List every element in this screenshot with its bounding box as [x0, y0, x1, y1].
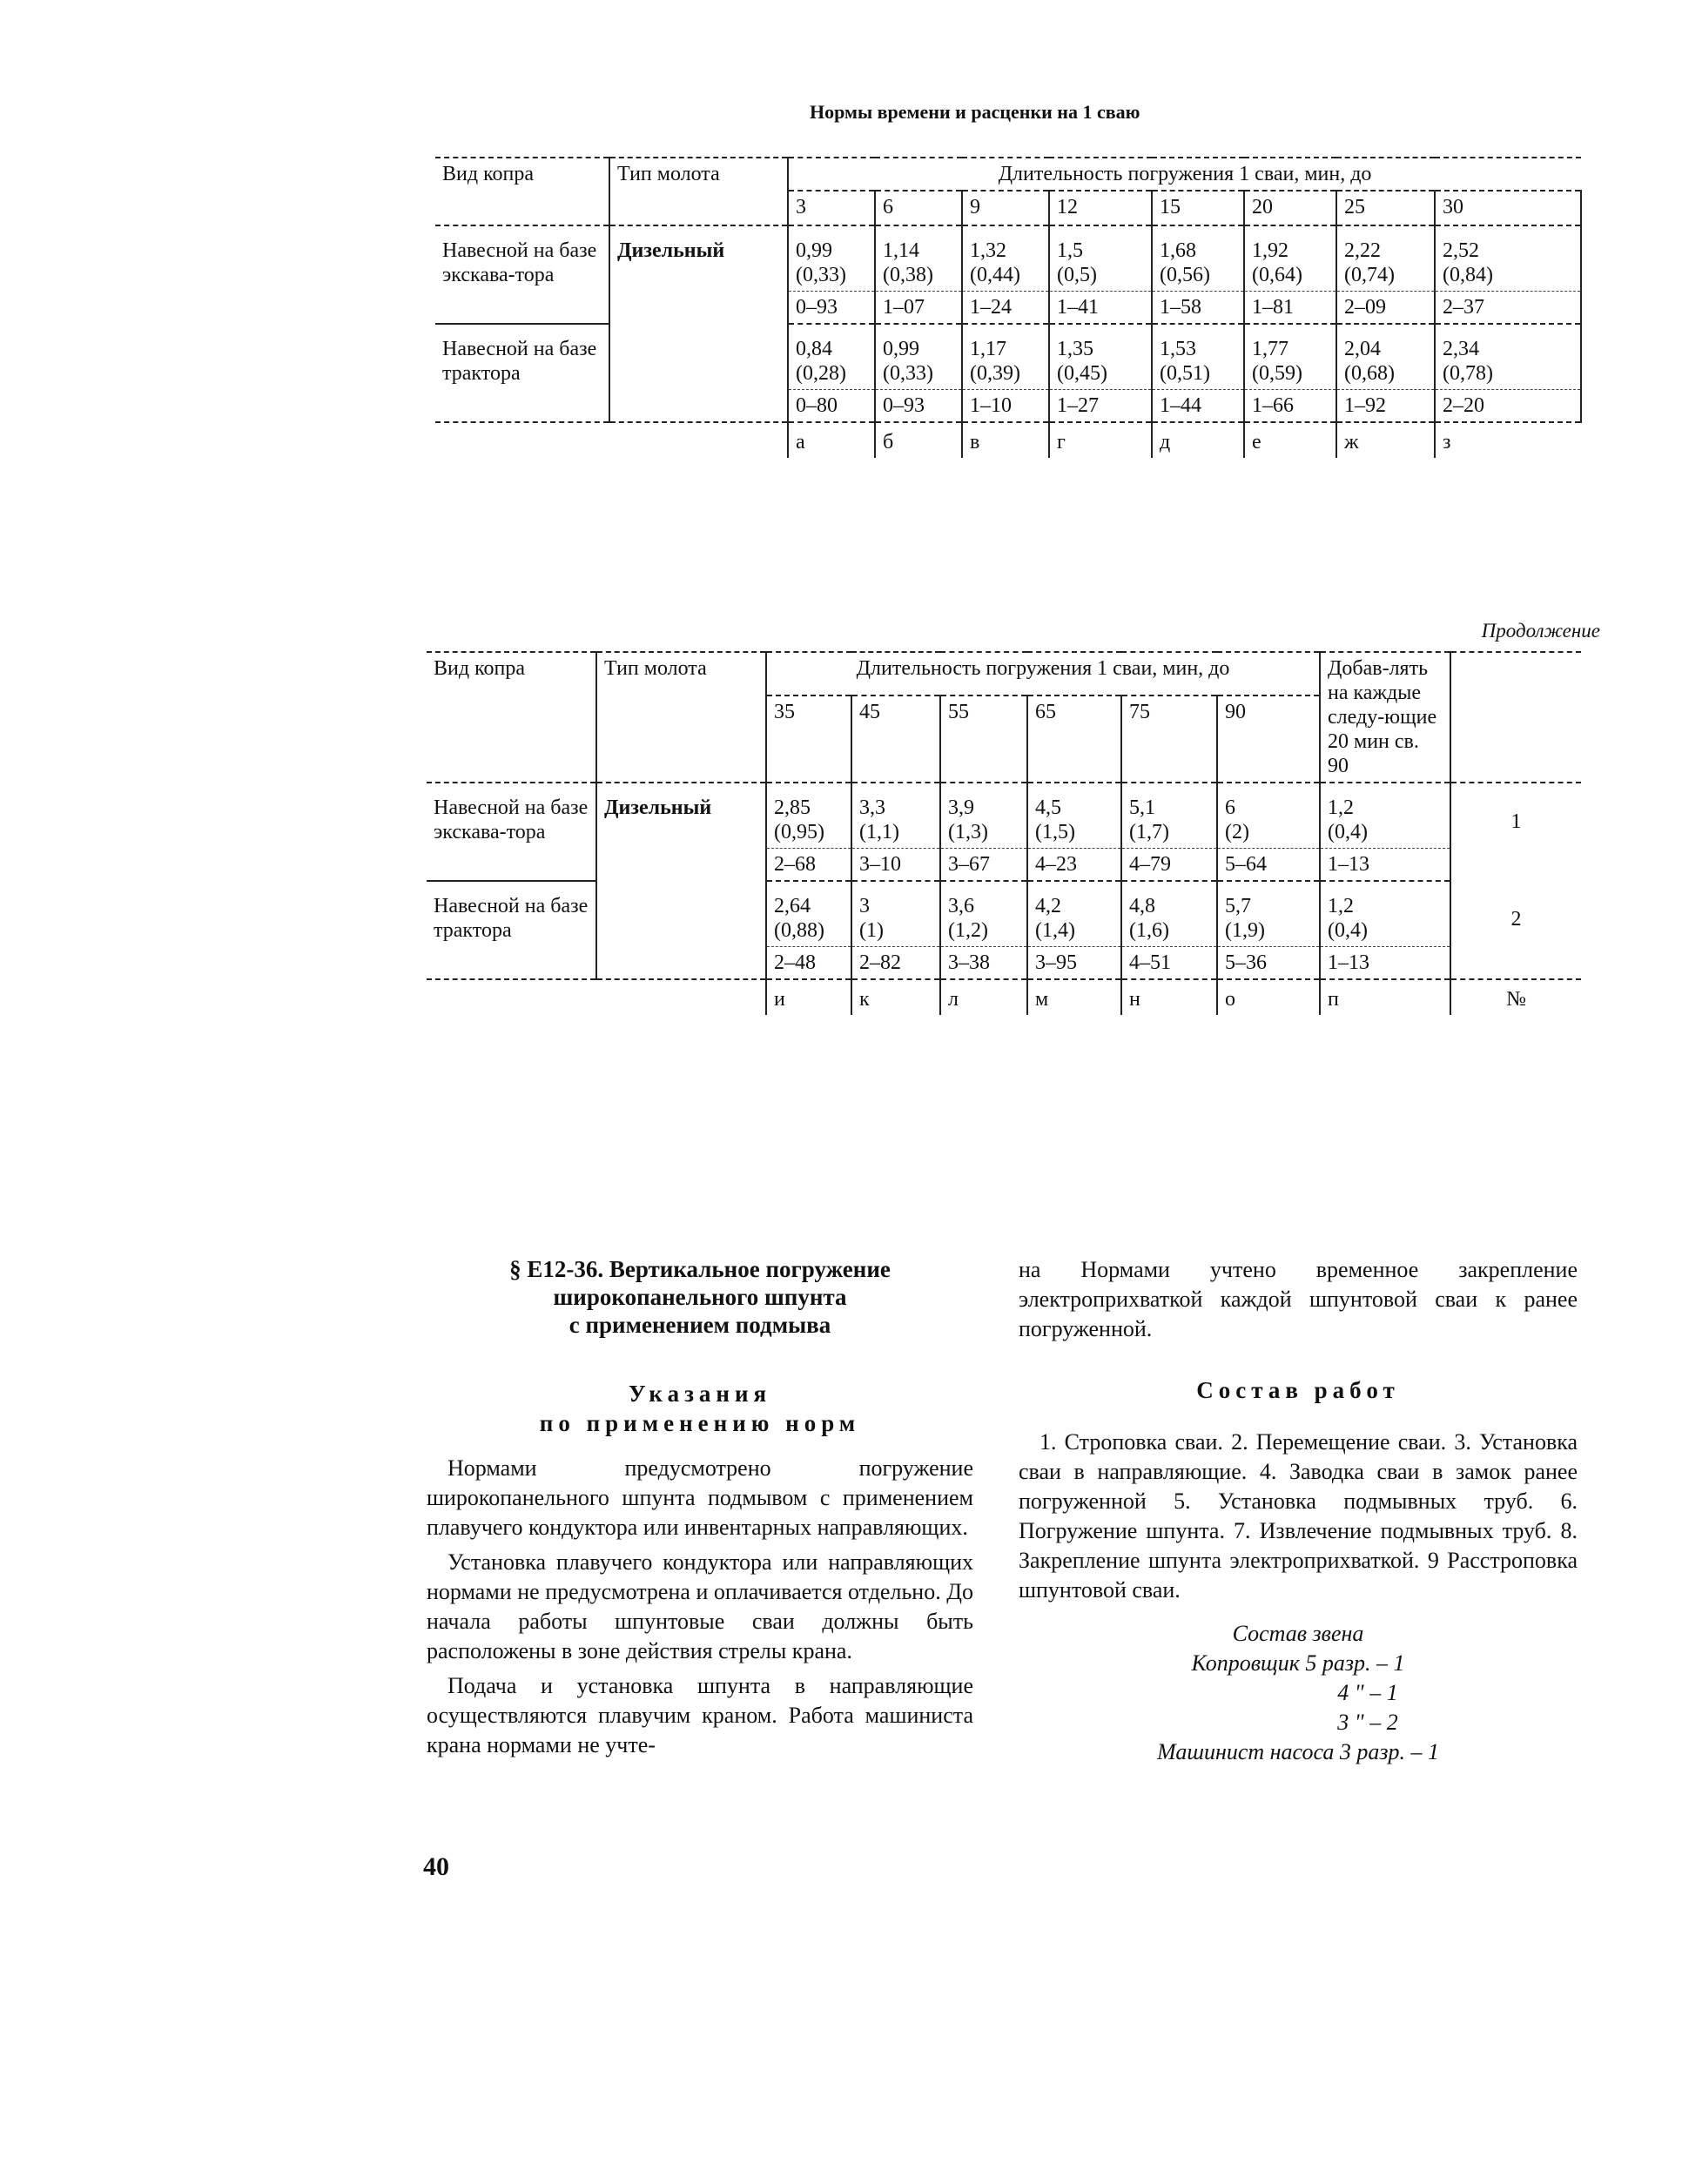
- norm-machine-time: (0,74): [1344, 264, 1395, 286]
- norm-value: 2,22: [1344, 239, 1381, 262]
- norm-machine-time: (0,78): [1443, 362, 1493, 385]
- norm-cell: [1435, 324, 1581, 390]
- norm-cell: [1049, 324, 1152, 390]
- column-letter: б: [875, 422, 962, 458]
- norm-value: 2,34: [1443, 338, 1479, 360]
- price-cell: 4–79: [1121, 849, 1217, 882]
- norm-cell: [1027, 881, 1121, 947]
- header-vid-kopra-2: Вид копра: [427, 652, 596, 783]
- price-cell: 1–24: [962, 292, 1049, 325]
- paragraph-4: на Нормами учтено временное закрепление электроприхваткой каждой шпунтовой сваи к ранее погруженной.: [1019, 1257, 1578, 1341]
- header-empty: [1450, 652, 1581, 783]
- duration-col-75: 75: [1121, 696, 1217, 783]
- duration-col-35: 35: [766, 696, 851, 783]
- norm-cell: [1244, 225, 1336, 292]
- header-vid-kopra: Вид копра: [435, 158, 609, 225]
- norm-value: 5,1: [1129, 796, 1155, 819]
- norm-machine-time: (0,33): [796, 264, 846, 286]
- letters-spacer: [427, 979, 596, 1015]
- norm-value: 1,77: [1252, 338, 1288, 360]
- column-letter: и: [766, 979, 851, 1015]
- header-tip-molota: Тип молота: [609, 158, 788, 225]
- price-cell: 3–95: [1027, 947, 1121, 980]
- column-letter: г: [1049, 422, 1152, 458]
- page-number: 40: [423, 1852, 449, 1881]
- norm-value: 1,92: [1252, 239, 1288, 262]
- norm-cell: [788, 324, 875, 390]
- norm-cell: [1336, 225, 1435, 292]
- price-cell: 3–67: [940, 849, 1027, 882]
- price-cell: 2–48: [766, 947, 851, 980]
- ukazaniya-heading-1: Указания: [628, 1381, 772, 1407]
- price-cell: 1–66: [1244, 390, 1336, 423]
- page-title: Нормы времени и расценки на 1 сваю: [810, 101, 1140, 123]
- price-cell: 1–92: [1336, 390, 1435, 423]
- duration-col-55: 55: [940, 696, 1027, 783]
- norm-value: 1,53: [1160, 338, 1196, 360]
- duration-col-12: 12: [1049, 191, 1152, 225]
- norm-cell: [1121, 783, 1217, 849]
- column-letter: п: [1320, 979, 1450, 1015]
- sostav-rabot-heading: Состав работ: [1196, 1377, 1400, 1403]
- right-column: [1019, 1255, 1578, 1767]
- norm-machine-time: (0,44): [970, 264, 1020, 286]
- price-cell: 2–09: [1336, 292, 1435, 325]
- norm-value: 1,17: [970, 338, 1006, 360]
- duration-col-65: 65: [1027, 696, 1121, 783]
- norm-machine-time: (0,51): [1160, 362, 1210, 385]
- norm-cell: [1152, 225, 1244, 292]
- norm-cell: [875, 225, 962, 292]
- norm-cell: [1244, 324, 1336, 390]
- norm-machine-time: (2): [1225, 821, 1249, 843]
- norm-machine-time: (0,33): [883, 362, 933, 385]
- norm-machine-time: (0,64): [1252, 264, 1302, 286]
- norm-machine-time: (0,68): [1344, 362, 1395, 385]
- paragraph-1: Нормами предусмотрено погружение широкопанельного шпунта подмывом с применением плавучего кондуктора или инвентарных направляющих.: [427, 1455, 973, 1540]
- norm-value: 3,6: [948, 895, 974, 917]
- column-letter: а: [788, 422, 875, 458]
- norm-cell: [1121, 881, 1217, 947]
- norm-value: 1,5: [1057, 239, 1083, 262]
- duration-col-30: 30: [1435, 191, 1581, 225]
- norm-cell: [1336, 324, 1435, 390]
- norm-cell: [1152, 324, 1244, 390]
- price-cell: 1–13: [1320, 849, 1450, 882]
- letters-spacer: [609, 422, 788, 458]
- row-vid-kopra: Навесной на базе трактора: [435, 324, 609, 422]
- norm-machine-time: (1,2): [948, 919, 988, 942]
- duration-col-15: 15: [1152, 191, 1244, 225]
- row-vid-kopra: Навесной на базе экскава-тора: [427, 783, 596, 881]
- norm-value: 1,35: [1057, 338, 1093, 360]
- price-cell: 5–36: [1217, 947, 1320, 980]
- norm-value: 1,14: [883, 239, 919, 262]
- norm-value: 1,2: [1328, 895, 1355, 917]
- section-heading-3: с применением подмыва: [569, 1312, 831, 1338]
- crew-line-2: 4 " – 1: [1337, 1680, 1398, 1705]
- price-cell: 4–51: [1121, 947, 1217, 980]
- norm-machine-time: (1): [859, 919, 884, 942]
- norm-value: 3,9: [948, 796, 974, 819]
- norm-value: 4,5: [1035, 796, 1061, 819]
- norm-cell: [1320, 783, 1450, 849]
- section-heading-2: широкопанельного шпунта: [553, 1284, 847, 1310]
- duration-col-6: 6: [875, 191, 962, 225]
- crew-line-4: Машинист насоса 3 разр. – 1: [1157, 1739, 1439, 1764]
- norm-cell: [875, 324, 962, 390]
- norm-machine-time: (1,7): [1129, 821, 1169, 843]
- header-tip-molota-2: Тип молота: [596, 652, 766, 783]
- norm-cell: [766, 783, 851, 849]
- duration-col-9: 9: [962, 191, 1049, 225]
- crew-line-3: 3 " – 2: [1337, 1710, 1398, 1735]
- price-cell: 1–27: [1049, 390, 1152, 423]
- paragraph-2: Установка плавучего кондуктора или направляющих нормами не предусмотрена и оплачивается отдельно. До начала работы шпунтовые сваи должны быть расположены в зоне действия стрелы крана.: [427, 1549, 973, 1663]
- price-cell: 0–93: [875, 390, 962, 423]
- header-add-each: Добав-лять на каждые следу-ющие 20 мин св. 90: [1320, 652, 1450, 783]
- column-letter: д: [1152, 422, 1244, 458]
- norm-cell: [851, 783, 940, 849]
- left-column: [427, 1255, 973, 1765]
- row-tip-molota: Дизельный: [609, 225, 788, 324]
- norm-value: 1,32: [970, 239, 1006, 262]
- norm-value: 2,04: [1344, 338, 1381, 360]
- norm-cell: [1320, 881, 1450, 947]
- norms-table-1: [435, 157, 1581, 458]
- row-vid-kopra: Навесной на базе трактора: [427, 881, 596, 979]
- header-duration-2: Длительность погружения 1 сваи, мин, до: [766, 652, 1320, 696]
- price-cell: 2–37: [1435, 292, 1581, 325]
- price-cell: 1–10: [962, 390, 1049, 423]
- norm-machine-time: (0,59): [1252, 362, 1302, 385]
- norm-machine-time: (0,45): [1057, 362, 1107, 385]
- norm-cell: [788, 225, 875, 292]
- norm-value: 0,99: [883, 338, 919, 360]
- norm-machine-time: (0,84): [1443, 264, 1493, 286]
- norm-machine-time: (1,3): [948, 821, 988, 843]
- norm-value: 5,7: [1225, 895, 1251, 917]
- norm-value: 1,2: [1328, 796, 1355, 819]
- price-cell: 2–68: [766, 849, 851, 882]
- num-label: №: [1450, 979, 1581, 1015]
- column-letter: ж: [1336, 422, 1435, 458]
- ukazaniya-heading-2: по применению норм: [539, 1410, 861, 1436]
- norm-machine-time: (0,88): [774, 919, 824, 942]
- norm-cell: [766, 881, 851, 947]
- norm-cell: [962, 225, 1049, 292]
- norm-machine-time: (0,95): [774, 821, 824, 843]
- price-cell: 3–38: [940, 947, 1027, 980]
- letters-spacer: [435, 422, 609, 458]
- norm-machine-time: (1,5): [1035, 821, 1075, 843]
- norm-value: 3,3: [859, 796, 885, 819]
- column-letter: н: [1121, 979, 1217, 1015]
- column-letter: к: [851, 979, 940, 1015]
- row-number: 2: [1510, 908, 1522, 931]
- norm-cell: [851, 881, 940, 947]
- duration-col-20: 20: [1244, 191, 1336, 225]
- price-cell: 2–20: [1435, 390, 1581, 423]
- norms-table-2: [427, 651, 1581, 1015]
- works-list: 1. Строповка сваи. 2. Перемещение сваи. 3. Установка сваи в направляющие. 4. Заводка сваи в замок ранее погруженной 5. Установка подмывных труб. 6. Погружение шпунта. 7. Извлечение подмывных труб. 8. Закрепление шпунта электроприхваткой. 9 Расстроповка шпунтовой сваи.: [1019, 1429, 1578, 1603]
- row-number: 1: [1510, 810, 1522, 833]
- price-cell: 2–82: [851, 947, 940, 980]
- price-cell: 5–64: [1217, 849, 1320, 882]
- price-cell: 1–41: [1049, 292, 1152, 325]
- norm-cell: [1027, 783, 1121, 849]
- column-letter: о: [1217, 979, 1320, 1015]
- norm-value: 2,52: [1443, 239, 1479, 262]
- norm-machine-time: (1,6): [1129, 919, 1169, 942]
- norm-machine-time: (0,38): [883, 264, 933, 286]
- norm-machine-time: (0,56): [1160, 264, 1210, 286]
- price-cell: 1–81: [1244, 292, 1336, 325]
- section-heading-1: § Е12-36. Вертикальное погружение: [509, 1256, 891, 1282]
- norm-machine-time: (1,4): [1035, 919, 1075, 942]
- price-cell: 1–13: [1320, 947, 1450, 980]
- row-vid-kopra: Навесной на базе экскава-тора: [435, 225, 609, 324]
- column-letter: в: [962, 422, 1049, 458]
- norm-cell: [940, 783, 1027, 849]
- norm-value: 2,85: [774, 796, 811, 819]
- row-tip-molota: [596, 881, 766, 979]
- norm-machine-time: (1,1): [859, 821, 899, 843]
- duration-col-25: 25: [1336, 191, 1435, 225]
- column-letter: е: [1244, 422, 1336, 458]
- norm-value: 4,2: [1035, 895, 1061, 917]
- norm-value: 2,64: [774, 895, 811, 917]
- norm-cell: [1049, 225, 1152, 292]
- norm-value: 0,84: [796, 338, 832, 360]
- price-cell: 3–10: [851, 849, 940, 882]
- price-cell: 4–23: [1027, 849, 1121, 882]
- norm-machine-time: (0,39): [970, 362, 1020, 385]
- letters-spacer: [596, 979, 766, 1015]
- norm-machine-time: (0,28): [796, 362, 846, 385]
- norm-value: 1,68: [1160, 239, 1196, 262]
- continued-label: Продолжение: [1481, 620, 1600, 642]
- duration-col-3: 3: [788, 191, 875, 225]
- price-cell: 1–58: [1152, 292, 1244, 325]
- norm-machine-time: (1,9): [1225, 919, 1265, 942]
- price-cell: 1–07: [875, 292, 962, 325]
- row-tip-molota: [609, 324, 788, 422]
- header-duration: Длительность погружения 1 сваи, мин, до: [788, 158, 1581, 191]
- paragraph-3: Подача и установка шпунта в направляющие осуществляются плавучим краном. Работа машиниста крана нормами не учте-: [427, 1673, 973, 1757]
- norm-value: 3: [859, 895, 870, 917]
- crew-line-1: Копровщик 5 разр. – 1: [1191, 1650, 1405, 1676]
- norm-cell: [940, 881, 1027, 947]
- norm-value: 0,99: [796, 239, 832, 262]
- duration-col-45: 45: [851, 696, 940, 783]
- column-letter: м: [1027, 979, 1121, 1015]
- price-cell: 1–44: [1152, 390, 1244, 423]
- norm-cell: [1435, 225, 1581, 292]
- norm-machine-time: (0,5): [1057, 264, 1097, 286]
- row-tip-molota: Дизельный: [596, 783, 766, 881]
- norm-machine-time: (0,4): [1328, 919, 1368, 942]
- price-cell: 0–93: [788, 292, 875, 325]
- norm-cell: [1217, 783, 1320, 849]
- norm-cell: [962, 324, 1049, 390]
- norm-value: 6: [1225, 796, 1235, 819]
- price-cell: 0–80: [788, 390, 875, 423]
- norm-value: 4,8: [1129, 895, 1155, 917]
- norm-cell: [1217, 881, 1320, 947]
- column-letter: з: [1435, 422, 1581, 458]
- column-letter: л: [940, 979, 1027, 1015]
- norm-machine-time: (0,4): [1328, 821, 1368, 843]
- duration-col-90: 90: [1217, 696, 1320, 783]
- sostav-zvena-heading: Состав звена: [1232, 1621, 1364, 1646]
